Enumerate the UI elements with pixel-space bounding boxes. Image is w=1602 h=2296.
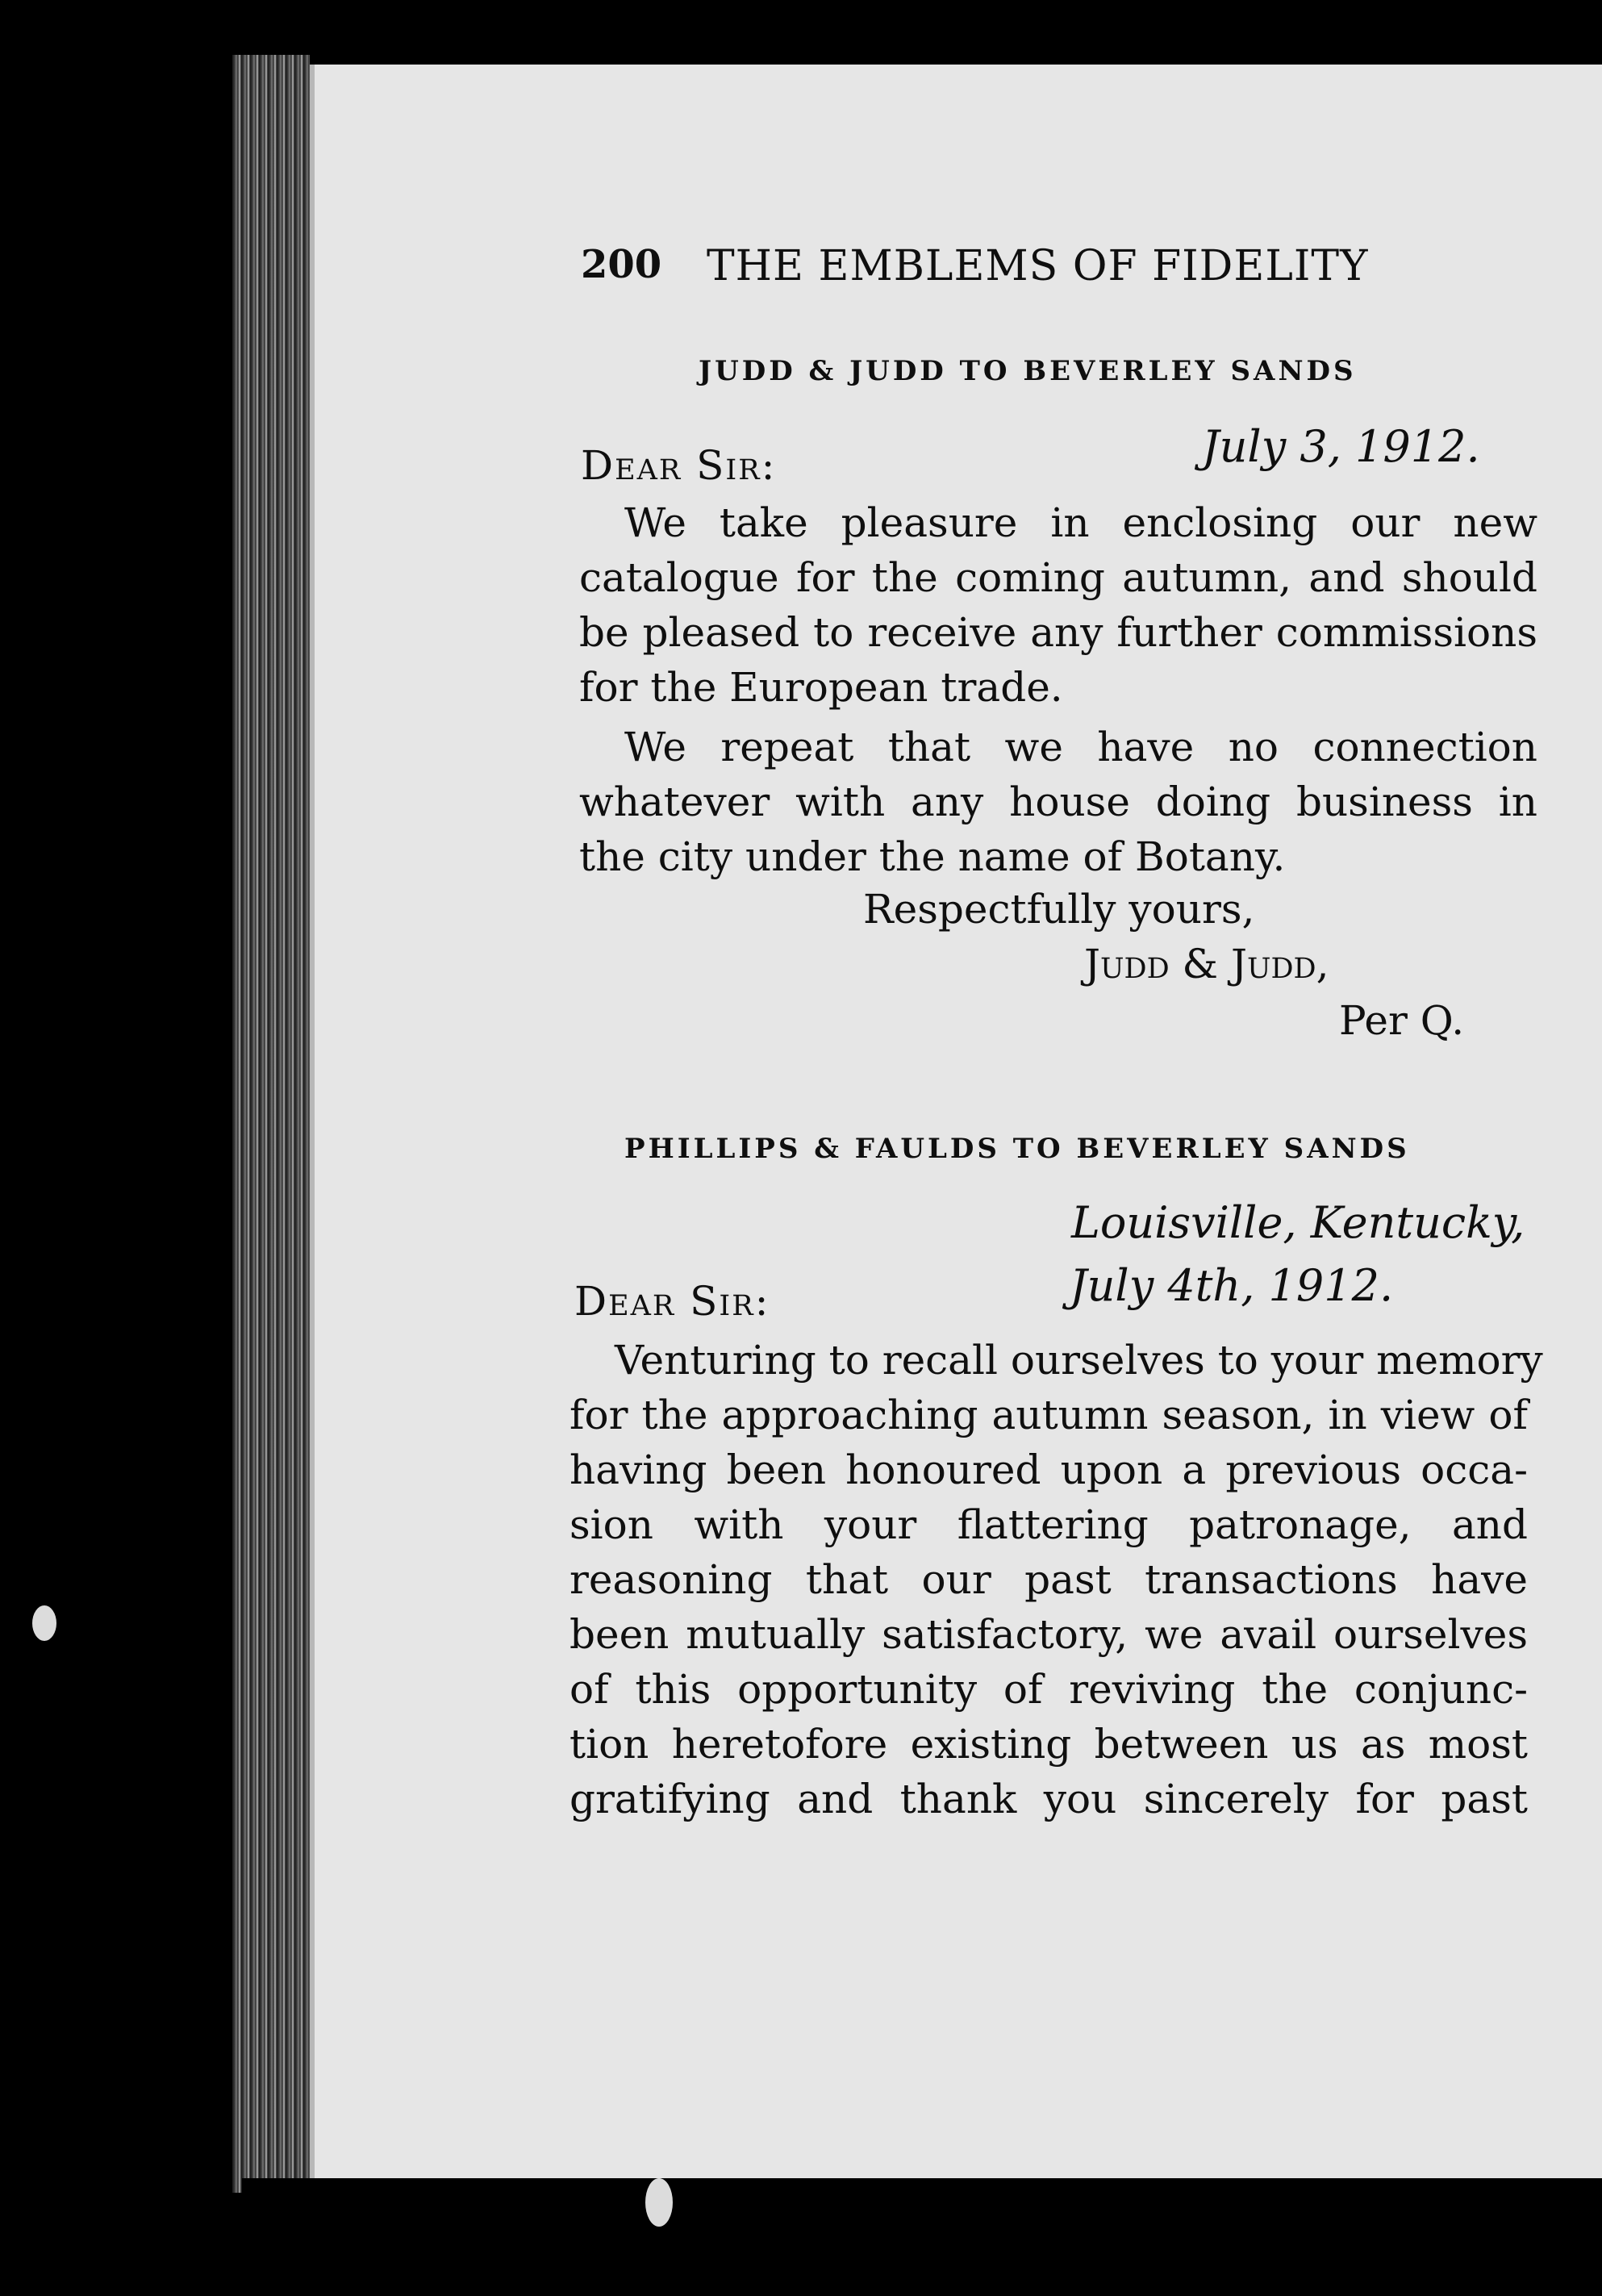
letter-paragraph xyxy=(569,1333,1543,1826)
text-line: tion heretofore existing between us as most xyxy=(569,1721,1528,1768)
letter-place: Louisville, Kentucky, xyxy=(1071,1197,1525,1248)
paper-speck xyxy=(645,2178,673,2227)
letter-signature: Judd & Judd, xyxy=(1084,941,1329,987)
letter-heading: PHILLIPS & FAULDS TO BEVERLEY SANDS xyxy=(624,1133,1410,1165)
page-number: 200 xyxy=(581,242,662,287)
letter-signature-per: Per Q. xyxy=(1339,997,1465,1044)
letter-salutation: Dear Sir: xyxy=(574,1278,770,1325)
text-line: be pleased to receive any further commissions xyxy=(579,609,1537,656)
page-edges xyxy=(232,55,310,2193)
letter-salutation: Dear Sir: xyxy=(581,442,777,489)
letter-date: July 3, 1912. xyxy=(1202,421,1480,472)
letter-paragraph xyxy=(579,720,1537,884)
text-line: Venturing to recall ourselves to your memory xyxy=(615,1337,1543,1384)
letter-date: July 4th, 1912. xyxy=(1070,1260,1394,1311)
text-line: of this opportunity of reviving the conjunc- xyxy=(569,1666,1528,1713)
bottom-shadow xyxy=(242,2178,1602,2296)
text-line: gratifying and thank you sincerely for past xyxy=(569,1776,1528,1822)
text-line: for the European trade. xyxy=(579,664,1063,711)
text-line: for the approaching autumn season, in view of xyxy=(569,1392,1528,1438)
running-title: THE EMBLEMS OF FIDELITY xyxy=(707,242,1369,290)
text-line: been mutually satisfactory, we avail ourselves xyxy=(569,1611,1528,1658)
paper-speck xyxy=(32,1605,56,1641)
text-line: having been honoured upon a previous occa- xyxy=(569,1446,1528,1493)
text-line: catalogue for the coming autumn, and should xyxy=(579,554,1537,601)
letter-paragraph xyxy=(579,495,1537,715)
text-line: whatever with any house doing business in xyxy=(579,779,1537,825)
letter-heading: JUDD & JUDD TO BEVERLEY SANDS xyxy=(699,355,1357,387)
letter-closing: Respectfully yours, xyxy=(863,886,1255,933)
text-line: We take pleasure in enclosing our new xyxy=(624,499,1537,546)
text-line: sion with your flattering patronage, and xyxy=(569,1501,1528,1548)
text-line: We repeat that we have no connection xyxy=(624,724,1537,770)
text-line: reasoning that our past transactions have xyxy=(569,1556,1528,1603)
text-line: the city under the name of Botany. xyxy=(579,833,1286,880)
